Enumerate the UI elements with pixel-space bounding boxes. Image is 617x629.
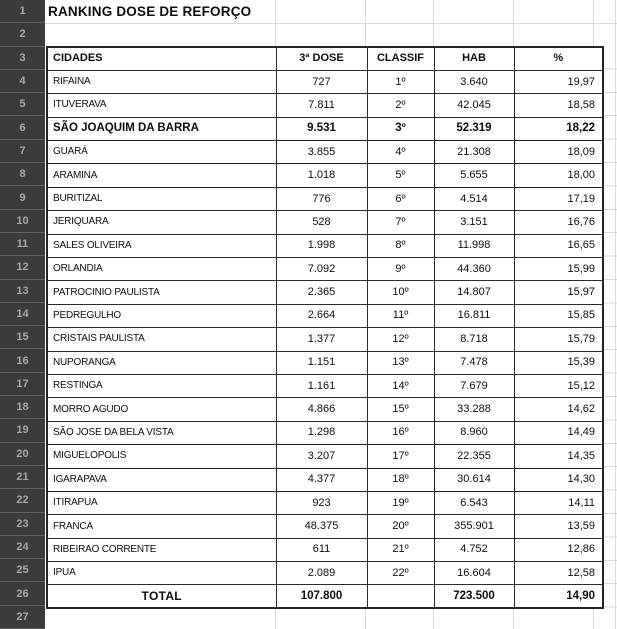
cell-cidade[interactable]: NUPORANGA [47,351,276,374]
cell-pct[interactable]: 14,30 [514,468,603,491]
cell-cidade[interactable]: RESTINGA [47,374,276,397]
row-number[interactable]: 5 [0,93,45,116]
cell-hab[interactable]: 30.614 [434,468,514,491]
cell-hab[interactable]: 33.288 [434,398,514,421]
table-row [47,468,603,491]
row-number[interactable]: 15 [0,326,45,349]
cell-classif[interactable]: 9º [367,258,434,281]
cell-dose[interactable]: 528 [276,211,367,234]
cell-pct[interactable]: 17,19 [514,187,603,210]
cell-classif[interactable]: 7º [367,211,434,234]
cell-dose[interactable]: 776 [276,187,367,210]
row-number[interactable]: 16 [0,349,45,372]
cell-pct[interactable]: 14,62 [514,398,603,421]
row-number[interactable]: 18 [0,396,45,419]
cell-cidade[interactable]: ITIRAPUA [47,491,276,514]
cell-classif[interactable]: 19º [367,491,434,514]
cell-hab[interactable]: 42.045 [434,94,514,117]
row-number[interactable]: 6 [0,116,45,139]
cell-cidade[interactable]: ITUVERAVA [47,94,276,117]
table-row [47,258,603,281]
cell-pct[interactable]: 15,85 [514,304,603,327]
cell-hab[interactable]: 16.604 [434,562,514,585]
header-row [47,47,603,70]
row-number[interactable]: 13 [0,280,45,303]
row-number[interactable]: 3 [0,47,45,70]
gridline-strip [603,46,617,609]
cell-hab[interactable]: 7.478 [434,351,514,374]
cell-cidade[interactable]: BURITIZAL [47,187,276,210]
cell-hab[interactable]: 4.514 [434,187,514,210]
gridline [275,609,276,629]
cell-classif[interactable]: 2º [367,94,434,117]
cell-cidade[interactable]: PATROCINIO PAULISTA [47,281,276,304]
cell-cidade[interactable]: FRANCA [47,515,276,538]
row-number[interactable]: 21 [0,466,45,489]
cell-hab[interactable]: 14.807 [434,281,514,304]
cell-pct[interactable]: 18,09 [514,141,603,164]
cell-classif[interactable]: 8º [367,234,434,257]
total-dose-cell[interactable]: 107.800 [276,585,367,608]
table-row [47,94,603,117]
cell-dose[interactable]: 2.365 [276,281,367,304]
row-number[interactable]: 23 [0,513,45,536]
cell-classif[interactable]: 5º [367,164,434,187]
cell-cidade[interactable]: SÃO JOSE DA BELA VISTA [47,421,276,444]
cell-dose[interactable]: 1.151 [276,351,367,374]
cell-hab[interactable]: 355.901 [434,515,514,538]
cell-pct[interactable]: 15,99 [514,258,603,281]
cell-hab[interactable]: 11.998 [434,234,514,257]
cell-cidade[interactable]: SÃO JOAQUIM DA BARRA [47,117,276,140]
cell-pct[interactable]: 14,49 [514,421,603,444]
cell-cidade[interactable]: GUARÁ [47,141,276,164]
cell-classif[interactable]: 21º [367,538,434,561]
cell-dose[interactable]: 1.377 [276,328,367,351]
cell-cidade[interactable]: ARAMINA [47,164,276,187]
cell-classif[interactable]: 11º [367,304,434,327]
row-number[interactable]: 25 [0,559,45,582]
cell-cidade[interactable]: PEDREGULHO [47,304,276,327]
cell-classif[interactable]: 13º [367,351,434,374]
row-number[interactable]: 1 [0,0,45,23]
cell-pct[interactable]: 18,22 [514,117,603,140]
cell-pct[interactable]: 16,76 [514,211,603,234]
gridline [365,609,366,629]
row-number[interactable]: 27 [0,606,45,629]
cell-hab[interactable]: 7.679 [434,374,514,397]
cell-pct[interactable]: 15,39 [514,351,603,374]
table-row [47,491,603,514]
cell-pct[interactable]: 18,58 [514,94,603,117]
table-row [47,211,603,234]
cell-classif[interactable]: 1º [367,70,434,93]
row-number[interactable]: 7 [0,140,45,163]
cell-dose[interactable]: 611 [276,538,367,561]
cell-classif[interactable]: 3º [367,117,434,140]
cell-pct[interactable]: 15,12 [514,374,603,397]
table-row [47,70,603,93]
table-row [47,304,603,327]
cell-hab[interactable]: 8.718 [434,328,514,351]
cell-pct[interactable]: 18,00 [514,164,603,187]
cell-hab[interactable]: 52.319 [434,117,514,140]
cell-dose[interactable]: 7.092 [276,258,367,281]
cell-cidade[interactable]: SALES OLIVEIRA [47,234,276,257]
cell-dose[interactable]: 48.375 [276,515,367,538]
table-row [47,374,603,397]
cell-classif[interactable]: 14º [367,374,434,397]
sheet-title[interactable]: RANKING DOSE DE REFORÇO [48,4,252,19]
cell-pct[interactable]: 12,86 [514,538,603,561]
table-row [47,328,603,351]
cell-dose[interactable]: 2.089 [276,562,367,585]
gridline [45,23,617,24]
cell-dose[interactable]: 7.811 [276,94,367,117]
total-hab-cell[interactable]: 723.500 [434,585,514,608]
column-header-dose[interactable]: 3ª DOSE [276,47,367,70]
cell-cidade[interactable]: MIGUELOPOLIS [47,445,276,468]
cell-dose[interactable]: 1.298 [276,421,367,444]
table-row [47,281,603,304]
cell-pct[interactable]: 12,58 [514,562,603,585]
cell-hab[interactable]: 8.960 [434,421,514,444]
table-row [47,562,603,585]
table-row [47,187,603,210]
total-row [47,585,603,608]
row-number[interactable]: 19 [0,419,45,442]
cell-cidade[interactable]: RIFAINA [47,70,276,93]
cell-classif[interactable]: 20º [367,515,434,538]
row-number[interactable]: 9 [0,186,45,209]
column-header-pct[interactable]: % [514,47,603,70]
table-row [47,164,603,187]
row-number[interactable]: 24 [0,536,45,559]
table-row [47,351,603,374]
row-number[interactable]: 17 [0,373,45,396]
cell-dose[interactable]: 3.855 [276,141,367,164]
cell-classif[interactable]: 15º [367,398,434,421]
cell-pct[interactable]: 14,11 [514,491,603,514]
cell-cidade[interactable]: ORLANDIA [47,258,276,281]
cell-classif[interactable]: 22º [367,562,434,585]
row-number[interactable]: 26 [0,582,45,605]
row-number-gutter [0,0,45,629]
gridline [433,609,434,629]
cell-classif[interactable]: 6º [367,187,434,210]
table-row [47,234,603,257]
cell-cidade[interactable]: RIBEIRAO CORRENTE [47,538,276,561]
cell-hab[interactable]: 6.543 [434,491,514,514]
cell-dose[interactable]: 3.207 [276,445,367,468]
row-number[interactable]: 2 [0,23,45,46]
gridline [593,609,594,629]
cell-dose[interactable]: 1.998 [276,234,367,257]
row-number[interactable]: 20 [0,443,45,466]
column-header-hab[interactable]: HAB [434,47,514,70]
cell-pct[interactable]: 19,97 [514,70,603,93]
cell-dose[interactable]: 727 [276,70,367,93]
cell-classif[interactable]: 12º [367,328,434,351]
table-row [47,398,603,421]
cell-classif[interactable]: 16º [367,421,434,444]
cell-dose[interactable]: 4.866 [276,398,367,421]
cell-hab[interactable]: 5.655 [434,164,514,187]
cell-hab[interactable]: 3.151 [434,211,514,234]
row-number[interactable]: 12 [0,256,45,279]
cell-classif[interactable]: 17º [367,445,434,468]
cell-cidade[interactable]: IGARAPAVA [47,468,276,491]
cell-dose[interactable]: 2.664 [276,304,367,327]
table-row [47,421,603,444]
cell-classif[interactable]: 18º [367,468,434,491]
column-header-classif[interactable]: CLASSIF [367,47,434,70]
cell-hab[interactable]: 21.308 [434,141,514,164]
total-pct-cell[interactable]: 14,90 [514,585,603,608]
table-row [47,538,603,561]
cell-hab[interactable]: 4.752 [434,538,514,561]
total-classif-cell[interactable] [367,585,434,608]
row-number[interactable]: 14 [0,303,45,326]
row-number[interactable]: 4 [0,70,45,93]
gridline [513,609,514,629]
row-number[interactable]: 8 [0,163,45,186]
cell-dose[interactable]: 1.161 [276,374,367,397]
cell-dose[interactable]: 1.018 [276,164,367,187]
table-body [47,70,603,585]
cell-hab[interactable]: 44.360 [434,258,514,281]
cell-cidade[interactable]: MORRO AGUDO [47,398,276,421]
cell-dose[interactable]: 9.531 [276,117,367,140]
cell-hab[interactable]: 16.811 [434,304,514,327]
ranking-table [46,46,604,609]
cell-classif[interactable]: 10º [367,281,434,304]
cell-pct[interactable]: 15,79 [514,328,603,351]
cell-pct[interactable]: 14,35 [514,445,603,468]
table-row [47,117,603,140]
row-number[interactable]: 10 [0,210,45,233]
cell-pct[interactable]: 16,65 [514,234,603,257]
cell-pct[interactable]: 13,59 [514,515,603,538]
row-number[interactable]: 22 [0,489,45,512]
cell-hab[interactable]: 22.355 [434,445,514,468]
column-header-cidades[interactable]: CIDADES [47,47,276,70]
cell-cidade[interactable]: JERIQUARA [47,211,276,234]
cell-dose[interactable]: 923 [276,491,367,514]
cell-cidade[interactable]: IPUA [47,562,276,585]
cell-classif[interactable]: 4º [367,141,434,164]
table-row [47,445,603,468]
cell-pct[interactable]: 15,97 [514,281,603,304]
total-label-cell[interactable]: TOTAL [47,585,276,608]
row-number[interactable]: 11 [0,233,45,256]
table-row [47,141,603,164]
table-row [47,515,603,538]
cell-hab[interactable]: 3.640 [434,70,514,93]
cell-dose[interactable]: 4.377 [276,468,367,491]
cell-cidade[interactable]: CRISTAIS PAULISTA [47,328,276,351]
